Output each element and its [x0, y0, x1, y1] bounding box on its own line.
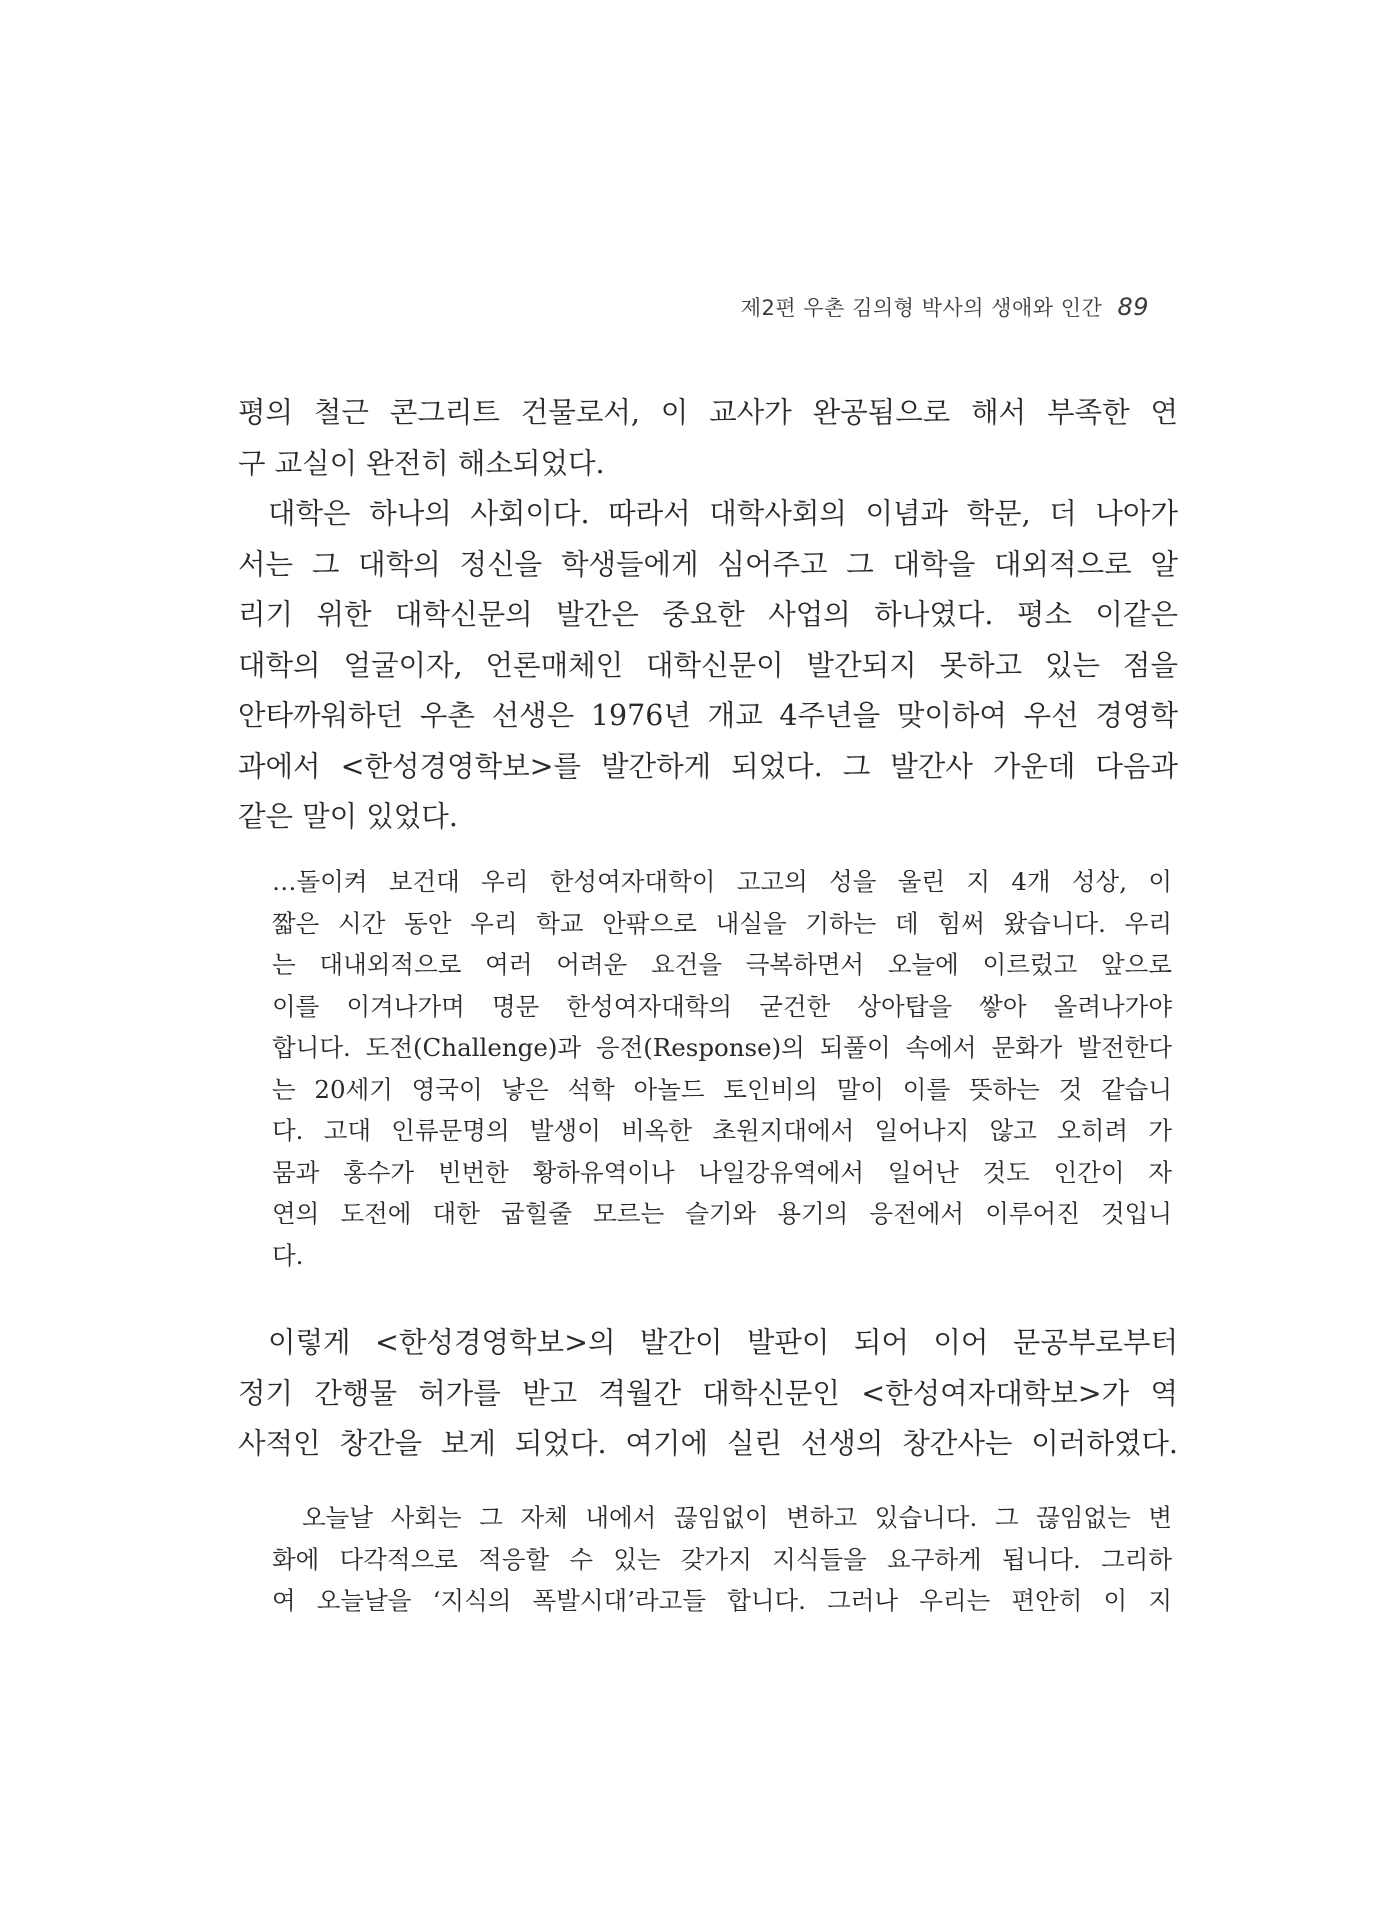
running-header-title: 제2편 우촌 김의형 박사의 생애와 인간 — [740, 296, 1103, 320]
text-line: 리기 위한 대학신문의 발간은 중요한 사업의 하나였다. 평소 이같은 — [238, 598, 1178, 631]
text-line: 서는 그 대학의 정신을 학생들에게 심어주고 그 대학을 대외적으로 알 — [238, 547, 1178, 581]
text-line: 평의 철근 콘그리트 건물로서, 이 교사가 완공됨으로 해서 부족한 연 — [238, 396, 1178, 429]
text-line: 정기 간행물 허가를 받고 격월간 대학신문인 <한성여자대학보>가 역 — [238, 1376, 1178, 1410]
quote-line: 화에 다각적으로 적응할 수 있는 갖가지 지식들을 요구하게 됩니다. 그리하 — [272, 1544, 1172, 1574]
block-quote-2 — [272, 1497, 1172, 1622]
quote-line: 뭄과 홍수가 빈번한 황하유역이나 나일강유역에서 일어난 것도 인간이 자 — [272, 1157, 1172, 1187]
text-line: 대학은 하나의 사회이다. 따라서 대학사회의 이념과 학문, 더 나아가 — [268, 497, 1178, 530]
text-line: 사적인 창간을 보게 되었다. 여기에 실린 선생의 창간사는 이러하였다. — [238, 1427, 1178, 1460]
paragraph-1 — [238, 388, 1178, 489]
quote-line: 는 대내외적으로 여러 어려운 요건을 극복하면서 오늘에 이르렀고 앞으로 — [272, 950, 1172, 979]
block-quote-1 — [272, 861, 1172, 1276]
quote-line: 다. — [272, 1240, 304, 1270]
quote-line: 이를 이겨나가며 명문 한성여자대학의 굳건한 상아탑을 쌓아 올려나가야 — [272, 991, 1172, 1021]
quote-line: 오늘날 사회는 그 자체 내에서 끊임없이 변하고 있습니다. 그 끊임없는 변 — [302, 1503, 1172, 1532]
text-line: 과에서 <한성경영학보>를 발간하게 되었다. 그 발간사 가운데 다음과 — [238, 749, 1178, 783]
quote-line: 연의 도전에 대한 굽힐줄 모르는 슬기와 용기의 응전에서 이루어진 것입니 — [272, 1199, 1172, 1228]
page-number: 89 — [1117, 293, 1149, 321]
paragraph-3 — [238, 1318, 1178, 1470]
text-line: 안타까워하던 우촌 선생은 1976년 개교 4주년을 맞이하여 우선 경영학 — [238, 699, 1178, 732]
quote-line: 는 20세기 영국이 낳은 석학 아놀드 토인비의 말이 이를 뜻하는 것 같습니 — [272, 1074, 1172, 1104]
running-header — [741, 292, 1149, 322]
quote-line: 다. 고대 인류문명의 발생이 비옥한 초원지대에서 일어나지 않고 오히려 가 — [272, 1116, 1172, 1145]
paragraph-2 — [238, 489, 1178, 843]
text-line: 이렇게 <한성경영학보>의 발간이 발판이 되어 이어 문공부로부터 — [268, 1326, 1178, 1359]
quote-line: …돌이켜 보건대 우리 한성여자대학이 고고의 성을 울린 지 4개 성상, 이 — [272, 867, 1172, 896]
quote-line: 합니다. 도전(Challenge)과 응전(Response)의 되풀이 속에서 문화가 발전한다 — [272, 1033, 1172, 1062]
text-line: 같은 말이 있었다. — [238, 800, 458, 833]
text-line: 구 교실이 완전히 해소되었다. — [238, 446, 605, 480]
quote-line: 여 오늘날을 ‘지식의 폭발시대’라고들 합니다. 그러나 우리는 편안히 이 지 — [272, 1586, 1172, 1615]
quote-line: 짧은 시간 동안 우리 학교 안팎으로 내실을 기하는 데 힘써 왔습니다. 우리 — [272, 908, 1172, 938]
text-line: 대학의 얼굴이자, 언론매체인 대학신문이 발간되지 못하고 있는 점을 — [238, 648, 1178, 682]
